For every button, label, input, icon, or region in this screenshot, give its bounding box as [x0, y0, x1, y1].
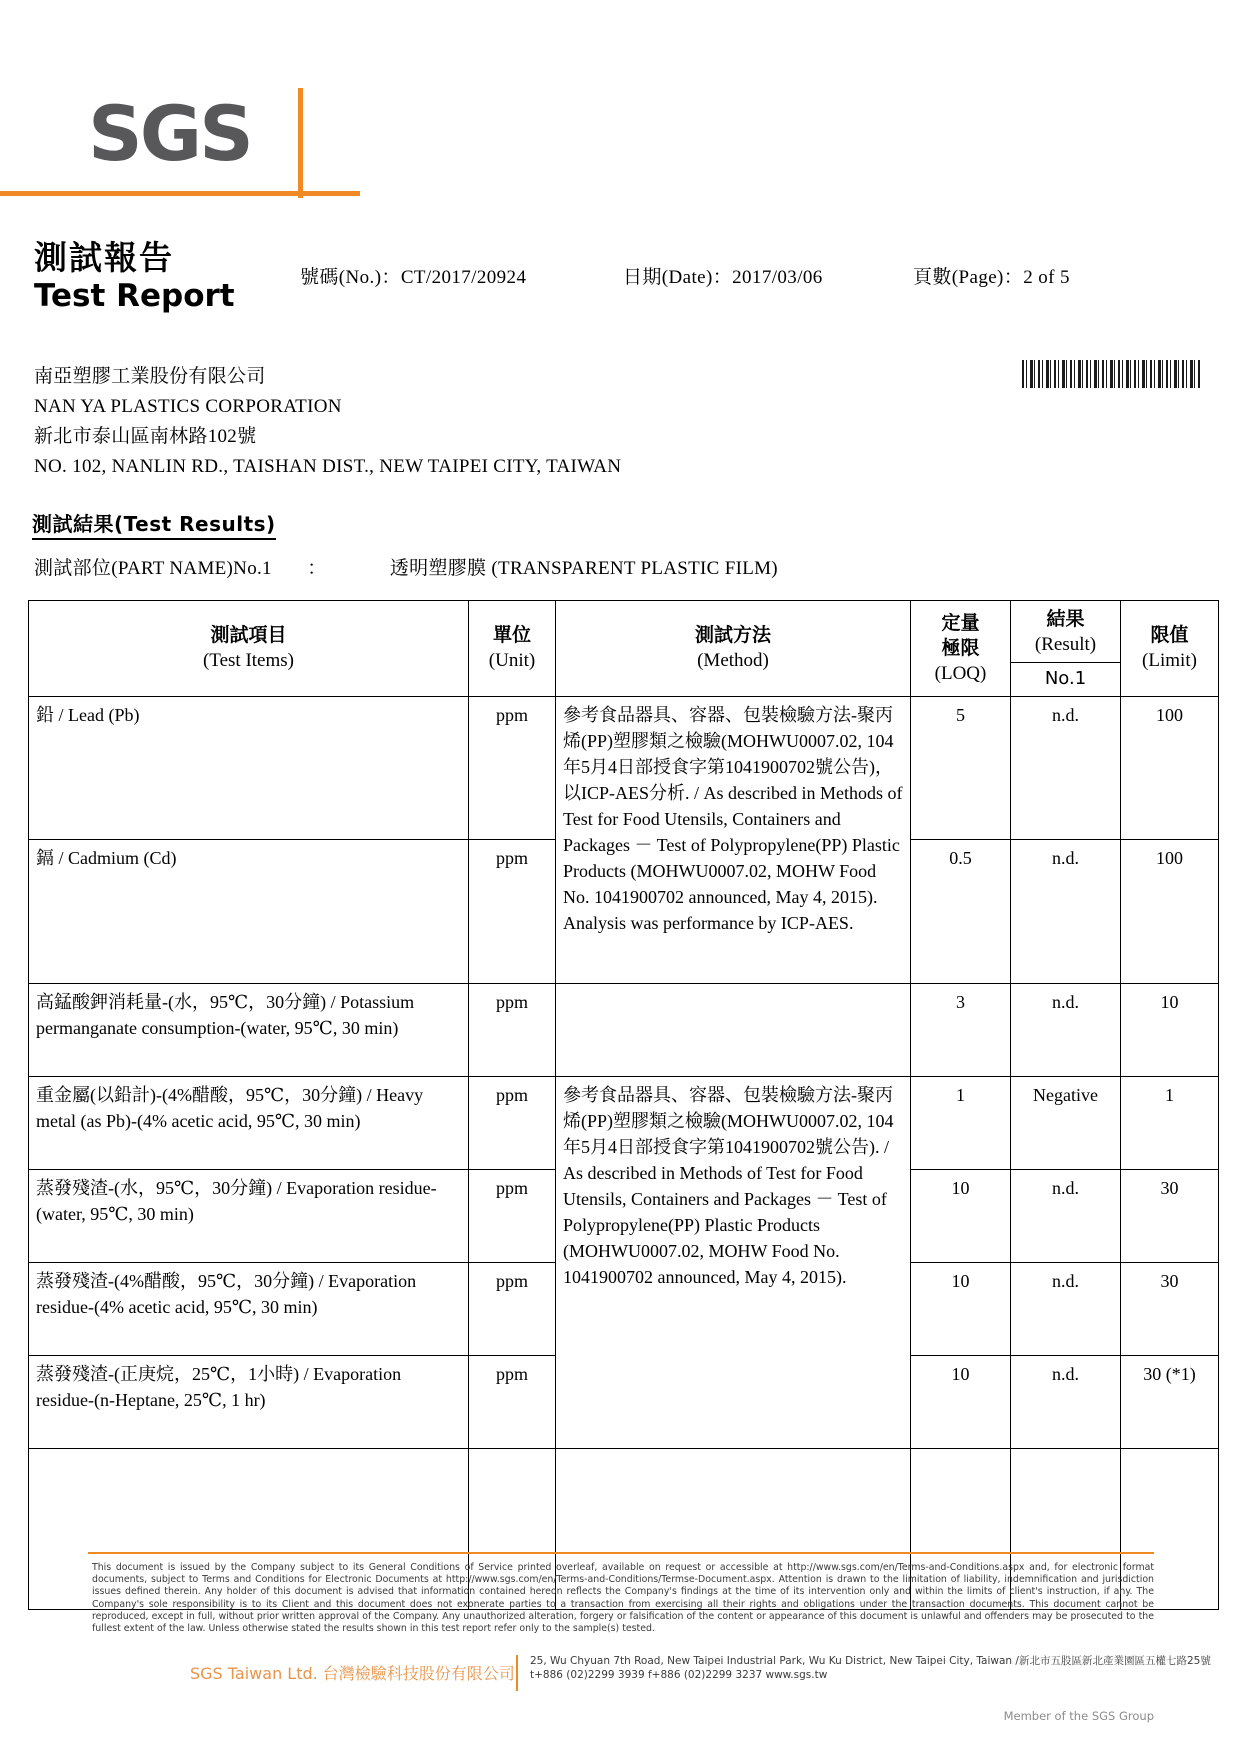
cell-unit: ppm [469, 1356, 556, 1449]
report-date: 日期(Date)：2017/03/06 [623, 267, 823, 288]
table-row [29, 697, 1219, 840]
cell-limit: 30 [1121, 1170, 1219, 1263]
cell-result: n.d. [1011, 1356, 1121, 1449]
header-result-zh: 結果 [1046, 608, 1085, 630]
sgs-logo [88, 88, 318, 198]
cell-test-item: 蒸發殘渣-(4%醋酸，95℃，30分鐘) / Evaporation residue-(4% acetic acid, 95℃, 30 min) [29, 1263, 469, 1356]
header-loq-en: (LOQ) [934, 662, 987, 684]
cell-unit: ppm [469, 840, 556, 984]
cell-unit: ppm [469, 1170, 556, 1263]
table-row [29, 1077, 1219, 1170]
header-method-zh: 測試方法 [694, 624, 771, 646]
cell-limit: 1 [1121, 1077, 1219, 1170]
cell-loq: 10 [911, 1170, 1011, 1263]
logo-vertical-rule [298, 88, 303, 198]
table-row [29, 984, 1219, 1077]
cell-limit: 100 [1121, 697, 1219, 840]
footer-vertical-separator [516, 1655, 518, 1691]
header-unit-en: (Unit) [488, 650, 536, 671]
header-limit-en: (Limit) [1142, 650, 1197, 671]
header-unit-zh: 單位 [492, 624, 531, 646]
cell-result: n.d. [1011, 697, 1121, 840]
cell-loq: 3 [911, 984, 1011, 1077]
report-title-english: Test Report [34, 278, 235, 314]
part-name-value: 透明塑膠膜 (TRANSPARENT PLASTIC FILM) [389, 558, 778, 579]
cell-limit: 30 [1121, 1263, 1219, 1356]
test-results-heading: 測試結果(Test Results) [32, 508, 276, 540]
part-name-label: 測試部位(PART NAME)No.1 [34, 558, 272, 579]
logo-horizontal-rule [0, 191, 360, 196]
cell-method: 參考食品器具、容器、包裝檢驗方法-聚丙烯(PP)塑膠類之檢驗(MOHWU0007.02, 104年5月4日部授食字第1041900702號公告)，以ICP-AES分析. / As described in Methods of Test for Food Utensils, Containers and Packages － Test of Polypropylene(PP) Plastic Products (MOHWU0007.02, MOHW Food No. 1041900702 announced, May 4, 2015). Analysis was performance by ICP-AES. [556, 697, 911, 984]
header-result-no: No.1 [1044, 668, 1087, 689]
cell-test-item: 蒸發殘渣-(水，95℃，30分鐘) / Evaporation residue-(water, 95℃, 30 min) [29, 1170, 469, 1263]
report-number: 號碼(No.)：CT/2017/20924 [300, 267, 527, 288]
header-loq [911, 601, 1011, 697]
report-page-number: 頁數(Page)：2 of 5 [913, 267, 1070, 288]
table-header-row [29, 601, 1219, 697]
cell-result: n.d. [1011, 840, 1121, 984]
header-test-items [29, 601, 469, 697]
cell-limit: 10 [1121, 984, 1219, 1077]
footer-address-line2: t+886 (02)2299 3939 f+886 (02)2299 3237 www.sgs.tw [530, 1669, 828, 1681]
footer-company-name: SGS Taiwan Ltd. 台灣檢驗科技股份有限公司 [190, 1664, 515, 1683]
header-test-items-zh: 測試項目 [210, 624, 287, 646]
cell-unit: ppm [469, 697, 556, 840]
cell-unit: ppm [469, 1077, 556, 1170]
footer-legal-text: This document is issued by the Company subject to its General Conditions of Service printed overleaf, available on request or accessible at http://www.sgs.com/en/Terms-and-Conditions.aspx and, for electronic format documents, subject to Terms and Conditions for Electronic Documents at http://www.sgs.com/en/Terms-and-Conditions/Termse-Document.aspx. Attention is drawn to the limitation of liability, indemnification and jurisdiction issues defined therein. Any holder of this document is advised that information contained hereon reflects the Company's findings at the time of its intervention only and within the limits of client's instruction, if any. The Company's sole responsibility is to its Client and this document does not exonerate parties to a transaction from exercising all their rights and obligations under the transaction documents. This document cannot be reproduced, except in full, without prior written approval of the Company. Any unauthorized alteration, forgery or falsification of the content or appearance of this document is unlawful and offenders may be prosecuted to the fullest extent of the law. Unless otherwise stated the results shown in this test report refer only to the sample(s) tested. [92, 1562, 1154, 1635]
barcode-icon [1022, 360, 1202, 388]
cell-unit: ppm [469, 984, 556, 1077]
cell-loq: 5 [911, 697, 1011, 840]
part-name-colon: ： [307, 558, 327, 579]
header-limit [1121, 601, 1219, 697]
client-address-english: NO. 102, NANLIN RD., TAISHAN DIST., NEW TAIPEI CITY, TAIWAN [34, 456, 622, 477]
cell-loq: 1 [911, 1077, 1011, 1170]
header-result-en: (Result) [1034, 634, 1097, 655]
cell-result: n.d. [1011, 1263, 1121, 1356]
cell-test-item: 鎘 / Cadmium (Cd) [29, 840, 469, 984]
client-name-chinese: 南亞塑膠工業股份有限公司 [34, 366, 266, 387]
footer-address [530, 1654, 1211, 1682]
client-block [34, 362, 621, 482]
header-test-items-en: (Test Items) [202, 650, 294, 671]
header-loq-zh2: 極限 [941, 636, 980, 659]
header-unit [469, 601, 556, 697]
client-name-english: NAN YA PLASTICS CORPORATION [34, 396, 342, 417]
header-result [1011, 601, 1121, 697]
cell-test-item: 鉛 / Lead (Pb) [29, 697, 469, 840]
header-method-en: (Method) [697, 650, 769, 671]
cell-test-item: 重金屬(以鉛計)-(4%醋酸，95℃，30分鐘) / Heavy metal (as Pb)-(4% acetic acid, 95℃, 30 min) [29, 1077, 469, 1170]
sgs-logo-text: SGS [88, 89, 251, 178]
test-results-table [28, 600, 1219, 1610]
cell-limit: 30 (*1) [1121, 1356, 1219, 1449]
header-method [556, 601, 911, 697]
cell-result: n.d. [1011, 984, 1121, 1077]
header-loq-zh1: 定量 [941, 611, 980, 634]
footer-member-text: Member of the SGS Group [1003, 1709, 1154, 1723]
header-limit-zh: 限值 [1150, 624, 1189, 646]
cell-unit: ppm [469, 1263, 556, 1356]
cell-loq: 10 [911, 1356, 1011, 1449]
cell-test-item: 蒸發殘渣-(正庚烷，25℃，1小時) / Evaporation residue-(n-Heptane, 25℃, 1 hr) [29, 1356, 469, 1449]
cell-result: n.d. [1011, 1170, 1121, 1263]
footer-divider [88, 1552, 1154, 1554]
cell-loq: 10 [911, 1263, 1011, 1356]
client-address-chinese: 新北市泰山區南林路102號 [34, 426, 257, 447]
cell-result: Negative [1011, 1077, 1121, 1170]
cell-loq: 0.5 [911, 840, 1011, 984]
cell-test-item: 高錳酸鉀消耗量-(水，95℃，30分鐘) / Potassium permanganate consumption-(water, 95℃, 30 min) [29, 984, 469, 1077]
cell-limit: 100 [1121, 840, 1219, 984]
report-title-chinese: 測試報告 [34, 238, 174, 277]
header-result-top [1011, 601, 1120, 663]
cell-method-empty [556, 984, 911, 1077]
cell-method: 參考食品器具、容器、包裝檢驗方法-聚丙烯(PP)塑膠類之檢驗(MOHWU0007.02, 104年5月4日部授食字第1041900702號公告). / As described in Methods of Test for Food Utensils, Containers and Packages － Test of Polypropylene(PP) Plastic Products (MOHWU0007.02, MOHW Food No. 1041900702 announced, May 4, 2015). [556, 1077, 911, 1449]
footer-address-line1: 25, Wu Chyuan 7th Road, New Taipei Industrial Park, Wu Ku District, New Taipei City, Taiwan /新北市五股區新北產業園區五權七路25號 [530, 1655, 1211, 1667]
part-name-line [34, 553, 778, 580]
